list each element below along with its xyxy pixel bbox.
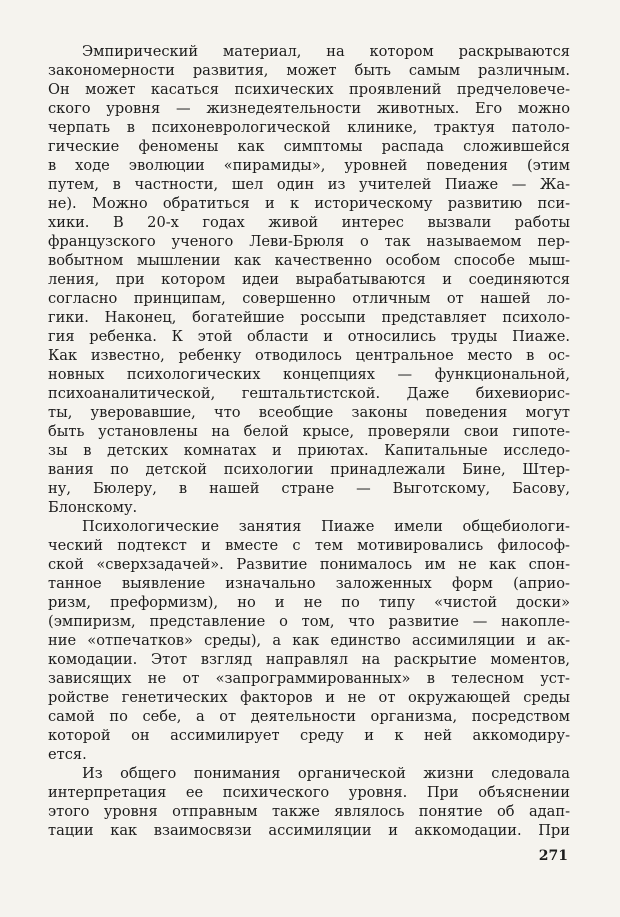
text-line: самой по себе, а от деятельности организма, посредством (48, 708, 570, 725)
text-line: согласно принципам, совершенно отличным от нашей ло- (48, 290, 570, 307)
text-line: быть установлены на белой крысе, проверяли свои гипоте- (48, 423, 570, 440)
text-line: которой он ассимилирует среду и к ней аккомодиру- (48, 727, 570, 744)
text-line: Психологические занятия Пиаже имели общебиологи- (82, 518, 570, 535)
text-line: психоаналитической, гештальтистской. Даже бихевиорис- (48, 385, 570, 402)
paragraph-2 (48, 517, 570, 764)
paragraph-3 (48, 764, 570, 840)
text-line: французского ученого Леви-Брюля о так называемом пер- (48, 233, 570, 250)
paragraph-1 (48, 42, 570, 517)
text-line: ления, при котором идеи вырабатываются и соединяются (48, 271, 570, 288)
text-line: Эмпирический материал, на котором раскрываются (82, 43, 570, 60)
text-line: Он может касаться психических проявлений предчеловече- (48, 81, 570, 98)
text-line: ты, уверовавшие, что всеобщие законы поведения могут (48, 404, 570, 421)
text-line: не). Можно обратиться и к историческому развитию пси- (48, 195, 570, 212)
text-line: ческий подтекст и вместе с тем мотивировались философ- (48, 537, 570, 554)
text-line: зы в детских комнатах и приютах. Капитальные исследо- (48, 442, 570, 459)
text-line: зависящих не от «запрограммированных» в телесном уст- (48, 670, 570, 687)
text-line: ну, Бюлеру, в нашей стране — Выготскому, Басову, (48, 480, 570, 497)
text-line: закономерности развития, может быть самым различным. (48, 62, 570, 79)
text-line: ется. (48, 746, 87, 763)
text-line: ройстве генетических факторов и не от окружающей среды (48, 689, 570, 706)
text-line: в ходе эволюции «пирамиды», уровней поведения (этим (48, 157, 570, 174)
text-line: (эмпиризм, представление о том, что развитие — накопле- (48, 613, 570, 630)
text-line: тации как взаимосвязи ассимиляции и аккомодации. При (48, 822, 570, 839)
text-line: комодации. Этот взгляд направлял на раскрытие моментов, (48, 651, 570, 668)
text-line: ского уровня — жизнедеятельности животных. Его можно (48, 100, 570, 117)
text-line: гики. Наконец, богатейшие россыпи представляет психоло- (48, 309, 570, 326)
text-line: Блонскому. (48, 499, 138, 516)
text-line: этого уровня отправным также являлось понятие об адап- (48, 803, 570, 820)
text-line: Из общего понимания органической жизни следовала (82, 765, 570, 782)
page-number: 271 (538, 848, 568, 864)
text-line: вобытном мышлении как качественно особом способе мыш- (48, 252, 570, 269)
text-line: вания по детской психологии принадлежали Бине, Штер- (48, 461, 570, 478)
text-line: ние «отпечатков» среды), а как единство ассимиляции и ак- (48, 632, 570, 649)
text-line: хики. В 20-х годах живой интерес вызвали работы (48, 214, 570, 231)
text-line: путем, в частности, шел один из учителей Пиаже — Жа- (48, 176, 570, 193)
text-line: гия ребенка. К этой области и относились труды Пиаже. (48, 328, 570, 345)
text-line: Как известно, ребенку отводилось центральное место в ос- (48, 347, 570, 364)
text-line: черпать в психоневрологической клинике, трактуя патоло- (48, 119, 570, 136)
text-line: ской «сверхзадачей». Развитие понималось им не как спон- (48, 556, 570, 573)
text-line: ризм, преформизм), но и не по типу «чистой доски» (48, 594, 570, 611)
text-line: новных психологических концепциях — функциональной, (48, 366, 570, 383)
text-line: интерпретация ее психического уровня. При объяснении (48, 784, 570, 801)
text-line: танное выявление изначально заложенных форм (априо- (48, 575, 570, 592)
text-line: гические феномены как симптомы распада сложившейся (48, 138, 570, 155)
